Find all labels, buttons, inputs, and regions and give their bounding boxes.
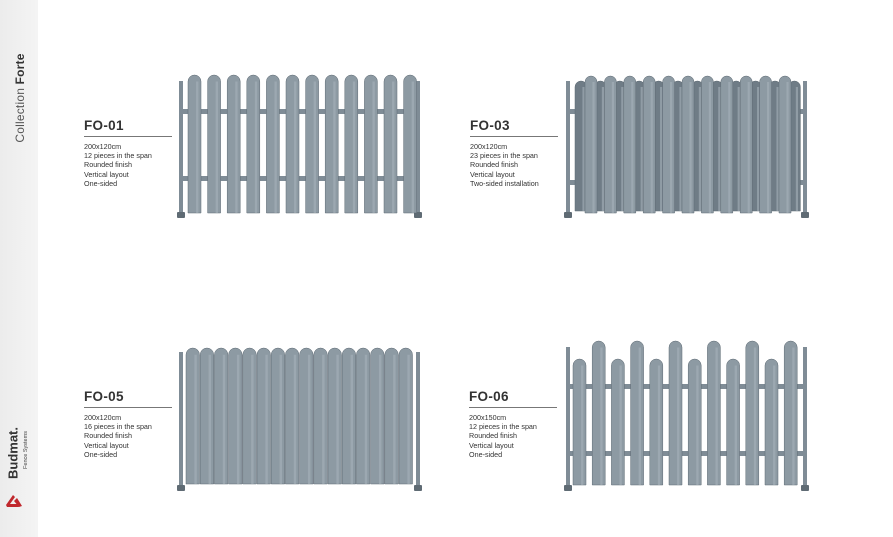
spec-sides: One-sided (469, 449, 503, 459)
picket-highlight (641, 87, 643, 211)
picket-highlight (728, 82, 730, 213)
picket (592, 341, 605, 485)
picket (760, 76, 772, 213)
picket (364, 75, 377, 213)
product-specs (469, 413, 557, 459)
spec-finish: Rounded finish (469, 431, 517, 441)
picket (306, 75, 319, 213)
picket (200, 348, 214, 484)
fence-post-left (179, 352, 183, 487)
picket-highlight (735, 366, 737, 486)
picket-highlight (274, 82, 276, 214)
picket-highlight (639, 348, 641, 486)
picket (740, 76, 752, 213)
fence-fo-03-image (563, 73, 811, 218)
spec-size: 200x120cm (84, 413, 122, 422)
picket-highlight (308, 355, 310, 484)
picket-highlight (715, 348, 717, 486)
picket-highlight (412, 82, 414, 214)
picket-highlight (651, 82, 653, 213)
product-specs (84, 142, 172, 188)
picket (765, 359, 778, 485)
picket-highlight (660, 87, 662, 211)
picket (345, 75, 358, 213)
fence-fo-05-image (176, 344, 424, 491)
picket-highlight (631, 82, 633, 213)
picket-highlight (393, 355, 395, 484)
picket (385, 348, 399, 484)
picket-highlight (796, 87, 798, 211)
picket-highlight (379, 355, 381, 484)
picket-highlight (392, 82, 394, 214)
picket-highlight (718, 87, 720, 211)
fence-post-left (566, 81, 570, 214)
picket (325, 75, 338, 213)
spec-pieces: 23 pieces in the span (470, 151, 538, 161)
spec-finish: Rounded finish (470, 160, 518, 170)
spec-pieces: 16 pieces in the span (84, 422, 152, 432)
picket-highlight (699, 87, 701, 211)
spec-finish: Rounded finish (84, 431, 132, 441)
fence-post-foot-right (801, 212, 809, 218)
product-fo-05 (84, 389, 172, 459)
picket-highlight (776, 87, 778, 211)
picket-highlight (333, 82, 335, 214)
picket (779, 76, 791, 213)
picket-highlight (592, 82, 594, 213)
picket-highlight (754, 348, 756, 486)
picket-highlight (696, 366, 698, 486)
fence-post-foot-left (564, 485, 572, 491)
product-code: FO-05 (84, 389, 172, 408)
collection-name: Forte (13, 53, 27, 85)
picket-highlight (265, 355, 267, 484)
picket (701, 76, 713, 213)
fence-post-right (803, 81, 807, 214)
picket-highlight (235, 82, 237, 214)
picket (585, 76, 597, 213)
picket (404, 75, 417, 213)
product-fo-03 (470, 118, 558, 188)
picket-highlight (581, 366, 583, 486)
spec-pieces: 12 pieces in the span (84, 151, 152, 161)
picket-highlight (407, 355, 409, 484)
picket (271, 348, 285, 484)
product-code: FO-01 (84, 118, 172, 137)
budmat-logo-icon (5, 492, 23, 510)
picket-highlight (294, 355, 296, 484)
picket (784, 341, 797, 485)
picket-highlight (773, 366, 775, 486)
fence-post-right (416, 352, 420, 487)
picket-highlight (280, 355, 282, 484)
picket-highlight (216, 82, 218, 214)
picket-highlight (255, 82, 257, 214)
spec-size: 200x120cm (470, 142, 508, 151)
picket (688, 359, 701, 485)
picket-highlight (314, 82, 316, 214)
picket-highlight (612, 82, 614, 213)
fence-fo-01-image (176, 73, 424, 218)
picket (727, 359, 740, 485)
picket-highlight (336, 355, 338, 484)
picket (247, 75, 260, 213)
collection-title (13, 53, 27, 142)
picket (257, 348, 271, 484)
picket-highlight (351, 355, 353, 484)
picket-highlight (196, 82, 198, 214)
picket-highlight (738, 87, 740, 211)
fence-post-foot-right (801, 485, 809, 491)
picket (266, 75, 279, 213)
picket (573, 359, 586, 485)
spec-sides: One-sided (84, 178, 118, 188)
fence-post-foot-left (177, 212, 185, 218)
product-fo-01 (84, 118, 172, 188)
picket (682, 76, 694, 213)
fence-post-right (803, 347, 807, 487)
picket (243, 348, 256, 484)
picket-highlight (600, 348, 602, 486)
spec-size: 200x120cm (84, 142, 122, 151)
picket (669, 341, 682, 485)
picket (356, 348, 370, 484)
product-fo-06 (469, 389, 557, 459)
picket-highlight (237, 355, 239, 484)
picket-highlight (353, 82, 355, 214)
picket-highlight (365, 355, 367, 484)
picket-highlight (251, 355, 253, 484)
picket (300, 348, 314, 484)
spec-pieces: 12 pieces in the span (469, 422, 537, 432)
picket-highlight (679, 87, 681, 211)
spec-finish: Rounded finish (84, 160, 132, 170)
spec-layout: Vertical layout (84, 440, 129, 450)
picket (208, 75, 221, 213)
brand-name: Budmat. (5, 427, 21, 479)
picket-highlight (677, 348, 679, 486)
picket (707, 341, 720, 485)
brand-subtitle: Fence Systems (23, 431, 29, 469)
picket-highlight (619, 366, 621, 486)
picket (371, 348, 385, 484)
fence-post-foot-left (564, 212, 572, 218)
picket (746, 341, 759, 485)
picket-highlight (223, 355, 225, 484)
fence-post-foot-right (414, 485, 422, 491)
picket (399, 348, 413, 484)
picket-highlight (322, 355, 324, 484)
picket (214, 348, 228, 484)
picket (229, 348, 243, 484)
picket (186, 348, 200, 484)
product-specs (84, 413, 172, 459)
collection-prefix: Collection (13, 87, 27, 143)
picket-highlight (670, 82, 672, 213)
sidebar (0, 0, 38, 537)
spec-layout: Vertical layout (470, 169, 515, 179)
spec-layout: Vertical layout (84, 169, 129, 179)
picket (721, 76, 733, 213)
product-code: FO-03 (470, 118, 558, 137)
picket (188, 75, 201, 213)
picket (631, 341, 644, 485)
picket (663, 76, 675, 213)
picket-highlight (757, 87, 759, 211)
picket (342, 348, 356, 484)
picket (286, 75, 299, 213)
picket-highlight (209, 355, 211, 484)
picket-highlight (792, 348, 794, 486)
picket-highlight (582, 87, 584, 211)
picket-highlight (372, 82, 374, 214)
picket (604, 76, 616, 213)
product-code: FO-06 (469, 389, 557, 408)
picket (328, 348, 342, 484)
spec-layout: Vertical layout (469, 440, 514, 450)
picket (611, 359, 624, 485)
picket-highlight (767, 82, 769, 213)
picket-highlight (194, 355, 196, 484)
fence-fo-06-image (563, 339, 811, 491)
spec-sides: One-sided (84, 449, 118, 459)
picket (314, 348, 328, 484)
picket-highlight (294, 82, 296, 214)
picket (285, 348, 299, 484)
fence-post-foot-left (177, 485, 185, 491)
picket-highlight (786, 82, 788, 213)
picket (227, 75, 240, 213)
fence-post-left (566, 347, 570, 487)
picket-highlight (748, 82, 750, 213)
picket-highlight (689, 82, 691, 213)
product-specs (470, 142, 558, 188)
fence-post-left (179, 81, 183, 214)
picket (624, 76, 636, 213)
picket-highlight (621, 87, 623, 211)
picket-highlight (658, 366, 660, 486)
picket (643, 76, 655, 213)
picket-highlight (602, 87, 604, 211)
spec-size: 200x150cm (469, 413, 507, 422)
spec-sides: Two-sided installation (470, 178, 539, 188)
picket-highlight (709, 82, 711, 213)
picket (384, 75, 397, 213)
picket (650, 359, 663, 485)
